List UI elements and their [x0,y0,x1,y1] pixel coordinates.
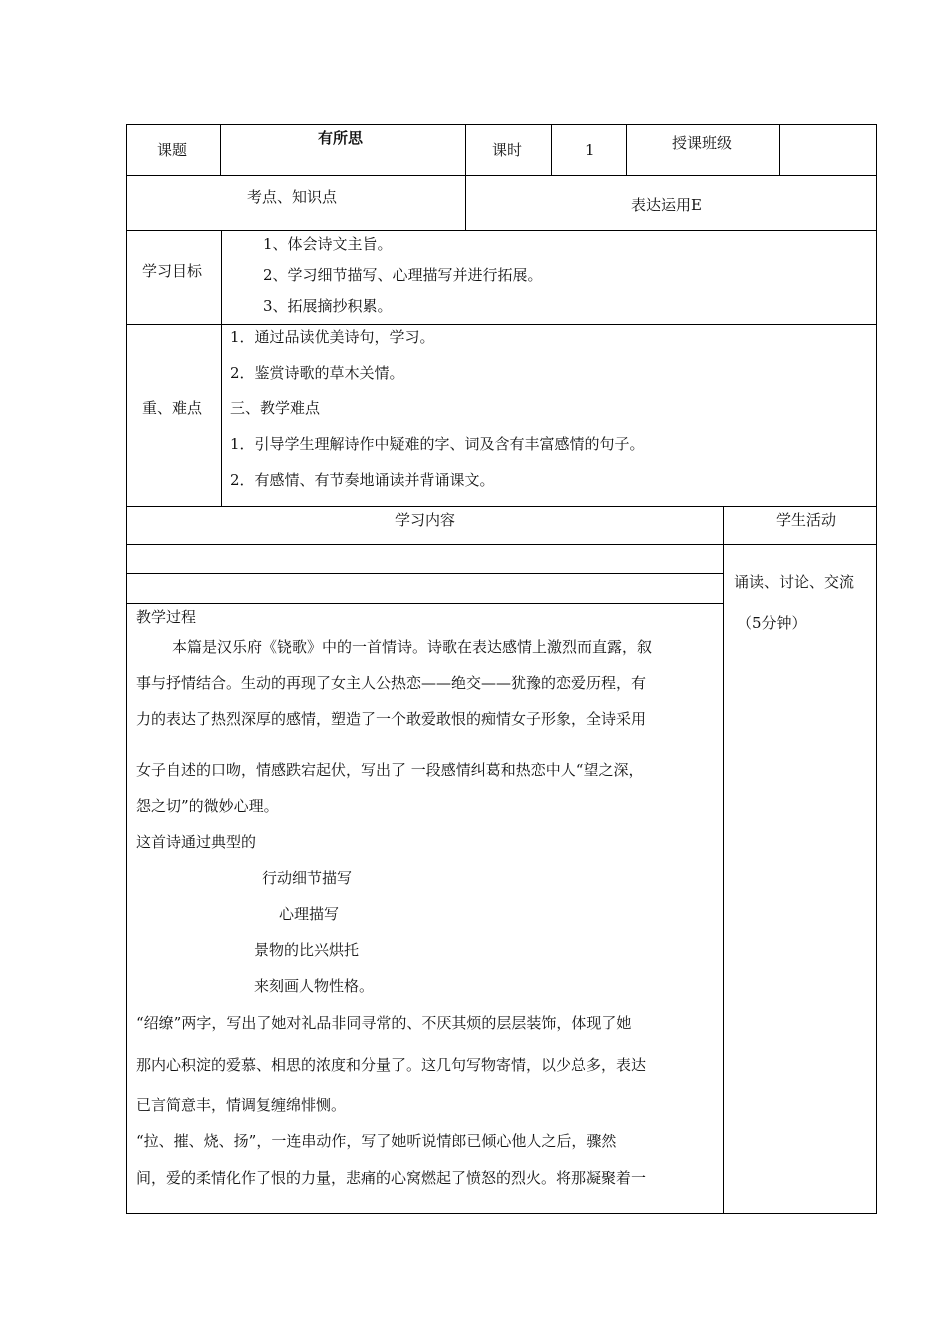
difficulty-line: 2．有感情、有节奏地诵读并背诵课文。 [230,471,495,489]
activity-duration: （5分钟） [737,614,807,632]
table-border-bottom [126,1213,877,1214]
difficulty-line: 1．引导学生理解诗作中疑难的字、词及含有丰富感情的句子。 [230,435,645,453]
col-divider-d [626,124,627,176]
knowledge-value: 表达运用E [631,196,702,214]
process-para1-line: 力的表达了热烈深厚的感情，塑造了一个敢爱敢恨的痴情女子形象，全诗采用 [136,710,647,728]
table-border-top [126,124,877,125]
row-divider-7 [126,603,724,604]
process-para1-line: 事与抒情结合。生动的再现了女主人公热恋——绝交——犹豫的恋爱历程，有 [136,674,647,692]
row-divider-1 [126,175,877,176]
process-para1-line: 怨之切”的微妙心理。 [136,797,279,815]
process-para2-line: “绍缭”两字，写出了她对礼品非同寻常的、不厌其烦的层层装饰，体现了她 [136,1014,632,1032]
goals-label: 学习目标 [142,262,203,280]
process-method: 心理描写 [279,905,340,923]
col-divider-g [723,506,724,1214]
process-method: 来刻画人物性格。 [254,977,375,995]
process-para1-line: 女子自述的口吻，情感跌宕起伏，写出了 一段感情纠葛和热恋中人“望之深， [136,761,644,779]
row-divider-2 [126,230,877,231]
content-header: 学习内容 [395,511,456,529]
process-para3-line: 间，爱的柔情化作了恨的力量，悲痛的心窝燃起了愤怒的烈火。将那凝聚着一 [136,1169,647,1187]
col-divider-a [220,124,221,176]
process-intro: 这首诗通过典型的 [136,833,257,851]
process-para2-line: 那内心积淀的爱慕、相思的浓度和分量了。这几句写物寄情，以少总多，表达 [136,1056,647,1074]
col-divider-e [779,124,780,176]
activity-text: 诵读、讨论、交流 [734,573,855,591]
col-divider-c [551,124,552,176]
table-border-left [126,124,127,1214]
col-divider-b [465,124,466,231]
activity-header: 学生活动 [776,511,837,529]
process-para1-line: 本篇是汉乐府《铙歌》中的一首情诗。诗歌在表达感情上激烈而直露，叙 [172,638,653,656]
goal-item: 1、体会诗文主旨。 [263,235,393,253]
period-value: 1 [585,141,595,159]
knowledge-label: 考点、知识点 [247,188,338,206]
row-divider-6 [126,573,724,574]
row-divider-5 [126,544,877,545]
topic-value: 有所思 [318,129,364,147]
process-method: 景物的比兴烘托 [254,941,360,959]
col-divider-f [221,230,222,507]
process-para2-line: 已言简意丰，情调复缠绵悱恻。 [136,1096,347,1114]
difficulty-line: 1．通过品读优美诗句，学习。 [230,328,435,346]
row-divider-3 [126,324,877,325]
period-label: 课时 [492,141,523,159]
difficulty-line: 2．鉴赏诗歌的草木关情。 [230,364,405,382]
difficulty-label: 重、难点 [142,399,203,417]
topic-label: 课题 [157,141,188,159]
process-para3-line: “拉、摧、烧、扬”，一连串动作，写了她听说情郎已倾心他人之后，骤然 [136,1132,617,1150]
class-label: 授课班级 [672,134,733,152]
goal-item: 2、学习细节描写、心理描写并进行拓展。 [263,266,543,284]
process-method: 行动细节描写 [262,869,353,887]
process-title: 教学过程 [136,608,197,626]
row-divider-4 [126,506,877,507]
goal-item: 3、拓展摘抄积累。 [263,297,393,315]
difficulty-line: 三、教学难点 [230,399,321,417]
table-border-right [876,124,877,1214]
